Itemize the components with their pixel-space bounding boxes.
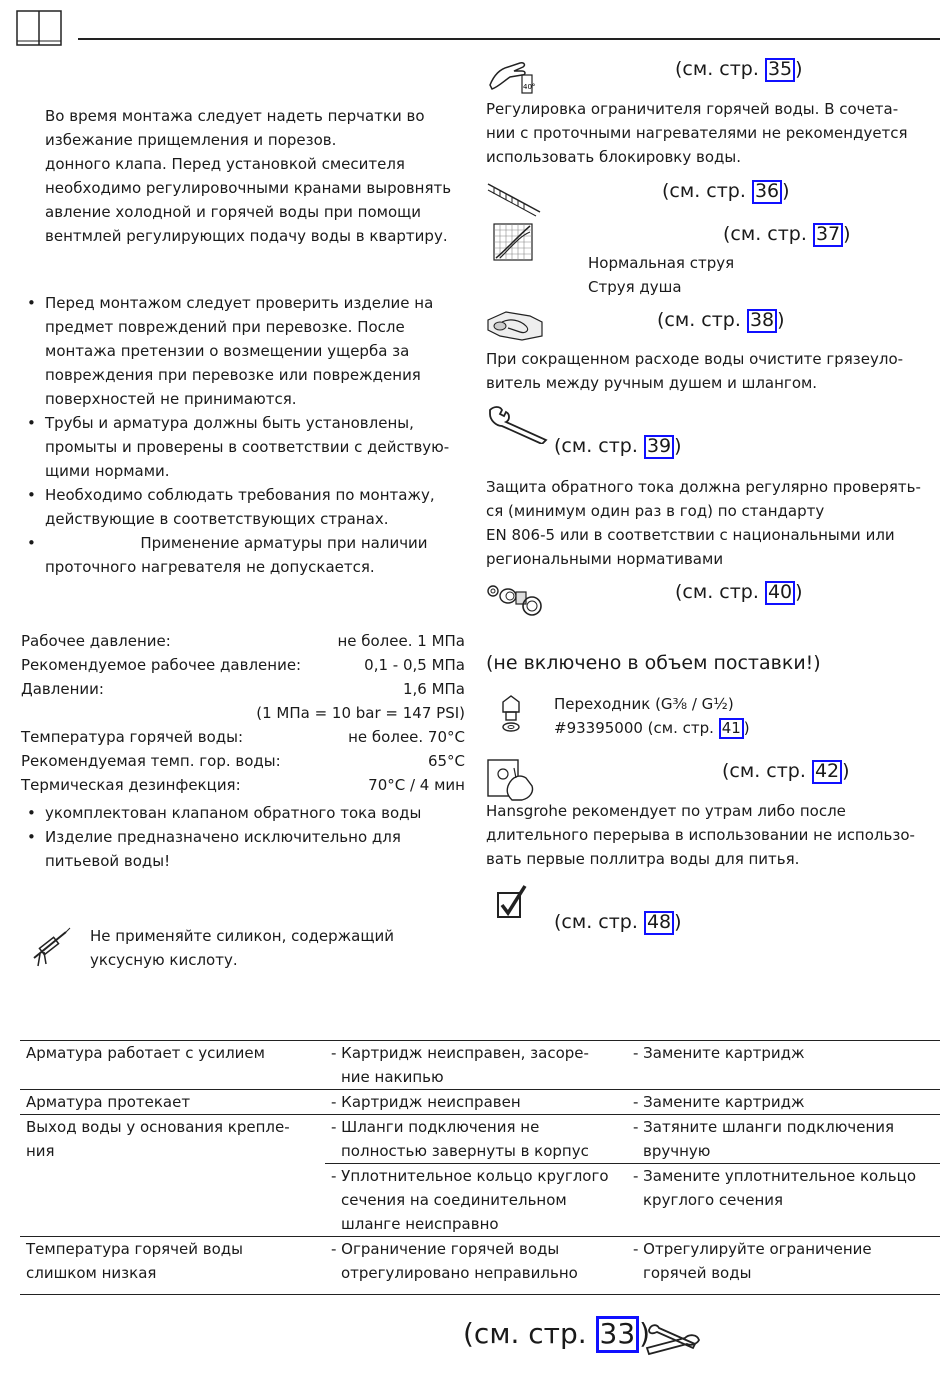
see-page-36: (см. стр. 36 ) [662, 180, 790, 202]
adapter-part: #93395000 (см. стр. 41 ) [554, 719, 750, 737]
bullet-line: щими нормами. [45, 462, 170, 480]
bullet-line: предмет повреждений при перевозке. После [45, 318, 405, 336]
table-row [20, 1041, 940, 1090]
text-line: При сокращенном расходе воды очистите грязеуло- [486, 350, 904, 368]
page-ref-40[interactable]: 40 [765, 581, 795, 605]
spec-row [21, 701, 465, 725]
bullet-line: промыты и проверены в соответствии с действую- [45, 438, 450, 456]
cause-cell: - Шланги подключения не полностью завернуты в корпус [325, 1115, 627, 1164]
intro-line: необходимо регулировочными кранами выровнять [45, 179, 452, 197]
bullet-item [21, 291, 449, 411]
spec-value: 70°C / 4 мин [368, 776, 465, 794]
table-row [20, 1115, 940, 1164]
intro-line: вентмлей регулирующих подачу воды в квартиру. [45, 227, 448, 245]
bullet-line: • Применение арматуры при наличии [45, 534, 428, 552]
page-ref-41[interactable]: 41 [719, 718, 744, 739]
install-bullets [21, 291, 449, 579]
hand-adjust-icon [486, 55, 536, 97]
bullet-line: • Трубы и арматура должны быть установлены, [45, 414, 414, 432]
cause-cell: - Ограничение горячей воды отрегулировано неправильно [325, 1237, 627, 1286]
bullet-line: монтажа претензии о возмещении ущерба за [45, 342, 410, 360]
spec-row [21, 629, 465, 653]
text-line: длительного перерыва в использовании не использо- [486, 826, 915, 844]
text-38 [486, 347, 903, 395]
see-page-48: (см. стр. 48 ) [554, 911, 682, 933]
bullet-line: • Перед монтажом следует проверить изделие на [45, 294, 434, 312]
spec-row [21, 773, 465, 797]
bullet-item [21, 411, 449, 483]
page-ref-42[interactable]: 42 [812, 760, 842, 784]
spec-table [21, 629, 465, 797]
bullet-item [21, 825, 421, 873]
page-ref-35[interactable]: 35 [765, 58, 795, 82]
silicone-line: Не применяйте силикон, содержащий [90, 927, 394, 945]
cause-cell: - Картридж неисправен [325, 1090, 627, 1115]
spec-value: не более. 1 МПа [337, 632, 465, 650]
problem-cell: Выход воды у основания крепле- ния [20, 1115, 325, 1237]
checkbox-icon [497, 885, 529, 919]
header-rule [78, 38, 940, 40]
text-39 [486, 475, 921, 571]
hand-tap-icon [486, 756, 536, 802]
page-ref-36[interactable]: 36 [752, 180, 782, 204]
svg-text:40°: 40° [523, 83, 536, 91]
see-page-33: (см. стр. 33 ) [463, 1316, 650, 1353]
table-row [20, 1090, 940, 1115]
spec-row [21, 677, 465, 701]
bullet-line: проточного нагревателя не допускается. [45, 558, 375, 576]
fix-cell: - Замените уплотнительное кольцо круглого сечения [627, 1164, 940, 1237]
silicone-line: уксусную кислоту. [90, 951, 238, 969]
spec-label: Температура горячей воды: [21, 728, 244, 746]
spec-value: 65°C [427, 752, 465, 770]
text-line: региональными нормативами [486, 550, 724, 568]
see-page-39: (см. стр. 39 ) [554, 435, 682, 457]
adapter-name: Переходник (G⅜ / G½) [554, 695, 734, 713]
parts-icon [486, 582, 544, 620]
problem-cell: Арматура протекает [20, 1090, 325, 1115]
bullet-line: поверхностей не принимаются. [45, 390, 297, 408]
spray-modes [588, 251, 734, 299]
text-line: Hansgrohe рекомендует по утрам либо после [486, 802, 846, 820]
spec-value: 1,6 МПа [402, 680, 465, 698]
spec-label: Давлении: [21, 680, 104, 698]
text-line: Защита обратного тока должна регулярно проверять- [486, 478, 921, 496]
not-included-note: (не включено в объем поставки!) [486, 652, 821, 674]
text-line: ся (минимум один раз в год) по стандарту [486, 502, 825, 520]
see-page-37: (см. стр. 37 ) [723, 223, 851, 245]
spec-label: Рабочее давление: [21, 632, 171, 650]
bullet-line: питьевой воды! [45, 852, 171, 870]
fix-cell: - Отрегулируйте ограничение горячей воды [627, 1237, 940, 1286]
bullet-item [21, 801, 421, 825]
spec-value: (1 МПа = 10 bar = 147 PSI) [256, 704, 465, 722]
bullet-line: повреждения при перевозке или повреждения [45, 366, 421, 384]
text-42 [486, 799, 915, 871]
text-35 [486, 97, 908, 169]
intro-line: авление холодной и горячей воды при помощи [45, 203, 422, 221]
see-page-38: (см. стр. 38 ) [657, 309, 785, 331]
adapter-icon [498, 692, 524, 732]
table-bottom-rule [20, 1294, 940, 1295]
silicone-gun-icon [28, 924, 72, 968]
spec-row [21, 725, 465, 749]
spec-label: Рекомендуемая темп. гор. воды: [21, 752, 281, 770]
spec-row [21, 749, 465, 773]
text-line: использовать блокировку воды. [486, 148, 742, 166]
tools-icon [645, 1320, 701, 1360]
cleaning-hand-icon [486, 306, 544, 346]
page-ref-33[interactable]: 33 [596, 1316, 640, 1353]
cause-cell: - Уплотнительное кольцо круглого сечения на соединительном шланге неисправно [325, 1164, 627, 1237]
see-page-42: (см. стр. 42 ) [722, 760, 850, 782]
problem-cell: Арматура работает с усилием [20, 1041, 325, 1090]
table-row [20, 1237, 940, 1286]
page-ref-48[interactable]: 48 [644, 911, 674, 935]
fix-cell: - Затяните шланги подключения вручную [627, 1115, 940, 1164]
fix-cell: - Замените картридж [627, 1041, 940, 1090]
spec-value: 0,1 - 0,5 МПа [364, 656, 465, 674]
product-bullets [21, 801, 421, 873]
text-line: вать первые поллитра воды для питья. [486, 850, 800, 868]
spec-label: Рекомендуемое рабочее давление: [21, 656, 302, 674]
spec-value: не более. 70°C [348, 728, 465, 746]
troubleshooting-table [20, 1040, 940, 1285]
bullet-line: действующие в соответствующих странах. [45, 510, 389, 528]
see-page-35: (см. стр. 35 ) [675, 58, 803, 80]
spray-mode: Нормальная струя [588, 254, 735, 272]
page-ref-39[interactable]: 39 [644, 435, 674, 459]
bullet-line: • Изделие предназначено исключительно для [45, 828, 401, 846]
text-line: нии с проточными нагревателями не рекомендуется [486, 124, 908, 142]
spec-label: Термическая дезинфекция: [21, 776, 241, 794]
cause-cell: - Картридж неисправен, засоре- ние накипью [325, 1041, 627, 1090]
bullet-item [21, 483, 449, 531]
spray-mode: Струя душа [588, 278, 682, 296]
see-page-40: (см. стр. 40 ) [675, 581, 803, 603]
fix-cell: - Замените картридж [627, 1090, 940, 1115]
book-icon [16, 10, 62, 46]
intro-line: Во время монтажа следует надеть перчатки во [45, 107, 425, 125]
flow-chart-icon [486, 180, 542, 264]
page-ref-38[interactable]: 38 [747, 309, 777, 333]
silicone-warning [90, 924, 394, 972]
intro-line: донного клапа. Перед установкой смесителя [45, 155, 405, 173]
wrench-icon [486, 404, 552, 444]
page-ref-37[interactable]: 37 [813, 223, 843, 247]
bullet-line: • Необходимо соблюдать требования по монтажу, [45, 486, 435, 504]
bullet-line: • укомплектован клапаном обратного тока воды [45, 804, 422, 822]
text-line: EN 806-5 или в соответствии с национальными или [486, 526, 895, 544]
intro-line: избежание прищемления и порезов. [45, 131, 337, 149]
bullet-item [21, 531, 449, 579]
text-line: витель между ручным душем и шлангом. [486, 374, 818, 392]
text-line: Регулировка ограничителя горячей воды. В сочета- [486, 100, 899, 118]
spec-row [21, 653, 465, 677]
problem-cell: Температура горячей воды слишком низкая [20, 1237, 325, 1286]
intro-text [45, 104, 451, 248]
